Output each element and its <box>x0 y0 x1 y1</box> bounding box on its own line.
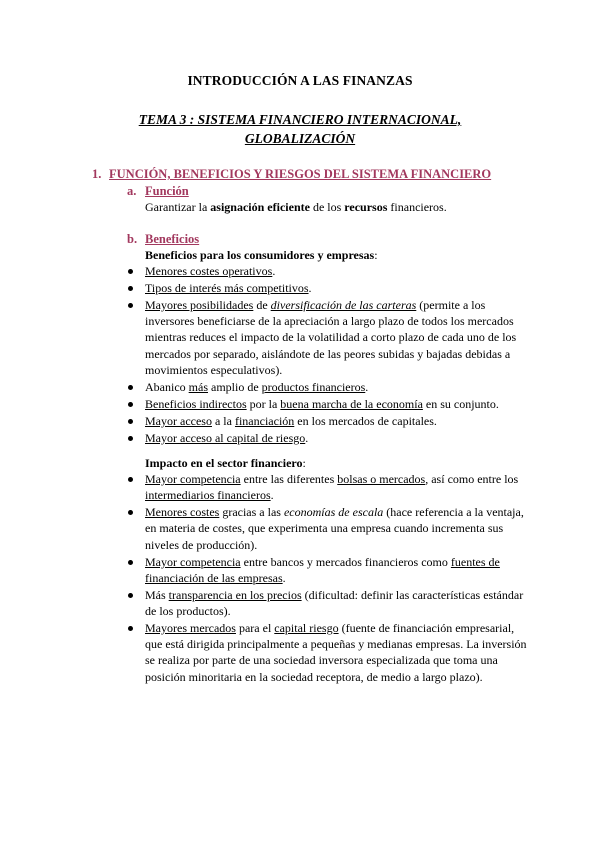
text-run: . <box>270 488 274 503</box>
text-run-bold: recursos <box>344 200 388 214</box>
section-1-number: 1. <box>92 167 102 181</box>
text-run: amplio de <box>208 379 262 394</box>
text-run: : <box>374 248 378 262</box>
text-run-underlined: buena marcha de la economía <box>280 396 423 411</box>
text-run-underlined: más <box>188 379 208 394</box>
bullet-icon <box>128 286 133 291</box>
tema-line-2: GLOBALIZACIÓN <box>244 131 356 146</box>
beneficios-letter: b. <box>127 232 138 246</box>
beneficios-title: Beneficios <box>145 232 200 246</box>
bullet-icon <box>128 477 133 482</box>
bullet-icon <box>128 593 133 598</box>
list-item <box>127 430 527 446</box>
text-run-underlined: Beneficios indirectos <box>145 396 247 411</box>
text-run: a la <box>211 413 235 428</box>
text-run-underlined: bolsas o mercados <box>337 472 426 486</box>
text-run: : <box>302 456 306 470</box>
text-run: por la <box>246 396 281 411</box>
document-title: INTRODUCCIÓN A LAS FINANZAS <box>187 73 413 88</box>
list-item <box>127 379 527 395</box>
sector-impact-list <box>127 471 527 686</box>
bullet-icon <box>128 385 133 390</box>
text-run: Más <box>145 587 169 602</box>
sector-subheading <box>145 455 540 471</box>
text-run-underlined: productos financieros <box>261 379 366 394</box>
text-run-bold: Beneficios para los consumidores y empresas <box>145 248 375 262</box>
bullet-icon <box>128 560 133 565</box>
text-run: . <box>282 570 286 585</box>
bullet-icon <box>128 303 133 308</box>
text-run: en los mercados de capitales. <box>294 413 437 428</box>
list-item <box>127 587 527 619</box>
text-run-underlined: fuentes de financiación de las empresas <box>145 554 500 585</box>
text-run: financieros. <box>387 200 447 214</box>
text-run-underlined: financiación <box>234 413 295 428</box>
funcion-letter: a. <box>127 184 137 198</box>
text-run-underlined: Tipos de interés más competitivos <box>145 281 309 295</box>
list-item <box>127 280 527 296</box>
bullet-icon <box>128 419 133 424</box>
text-run: , así como entre los <box>425 472 519 486</box>
list-item <box>127 413 527 429</box>
text-run-underlined: intermediarios financieros <box>145 488 271 503</box>
funcion-title: Función <box>145 184 189 198</box>
list-item <box>127 396 527 412</box>
text-run-italic-underlined: diversificación de las carteras <box>270 298 417 312</box>
text-run: de los <box>309 200 345 214</box>
text-run: . <box>308 281 312 295</box>
bullet-icon <box>128 402 133 407</box>
consumer-benefits-list <box>127 263 527 447</box>
list-item <box>127 554 527 586</box>
text-run-bold: Impacto en el sector financiero <box>145 456 303 470</box>
text-run-underlined: Mayores posibilidades <box>145 298 254 312</box>
text-run: entre las diferentes <box>240 472 338 486</box>
text-run: en su conjunto. <box>422 396 499 411</box>
list-item <box>127 471 527 503</box>
text-run-underlined: Menores costes <box>145 505 220 520</box>
text-run-underlined: transparencia en los precios <box>168 587 302 602</box>
text-run: (hace referencia a la ventaja, en materia de costes, que experimenta una empresa cuando incrementa sus niveles de producción). <box>145 505 524 552</box>
text-run: para el <box>235 621 275 636</box>
text-run: . <box>305 430 309 445</box>
text-run-underlined: Mayores mercados <box>145 621 236 636</box>
text-run: . <box>365 379 369 394</box>
text-run-underlined: Mayor competencia <box>145 554 241 569</box>
text-run: (permite a los inversores beneficiarse de la apreciación a largo plazo de todos los mercados mientras reduces el impacto de la volatilidad a corto plazo de cada uno de los mercados por separado, aislándote de las peores subidas y bajadas debidas a movimientos especulativos). <box>145 298 517 377</box>
bullet-icon <box>128 510 133 515</box>
text-run: (fuente de financiación empresarial, que está dirigida principalmente a pequeñas y medianas empresas. La inversión se realiza por parte de una sociedad inversora especializada que toma una posición minoritaria en la sociedad receptora, de medio a largo plazo). <box>145 621 527 684</box>
text-run-italic: economías de escala <box>283 505 384 520</box>
list-item <box>127 297 527 378</box>
bullet-icon <box>128 626 133 631</box>
text-run: de <box>253 298 271 312</box>
section-1-title: FUNCIÓN, BENEFICIOS Y RIESGOS DEL SISTEMA FINANCIERO <box>109 167 492 181</box>
funcion-text <box>145 199 540 215</box>
text-run-bold: asignación eficiente <box>210 200 310 214</box>
list-item <box>127 504 527 553</box>
text-run: Abanico <box>145 379 189 394</box>
tema-line-1: TEMA 3 : SISTEMA FINANCIERO INTERNACIONAL, <box>138 112 462 127</box>
text-run: . <box>272 264 276 278</box>
text-run-underlined: Mayor acceso <box>145 413 212 428</box>
list-item <box>127 263 527 279</box>
list-item <box>127 620 527 685</box>
text-run-underlined: capital riesgo <box>274 621 339 636</box>
bullet-icon <box>128 269 133 274</box>
bullet-icon <box>128 436 133 441</box>
consumers-subheading <box>145 247 540 263</box>
text-run: Garantizar la <box>145 200 211 214</box>
tema-heading <box>60 110 540 148</box>
text-run: gracias a las <box>219 505 284 520</box>
text-run: entre bancos y mercados financieros como <box>240 554 451 569</box>
text-run: (dificultad: definir las características estándar de los productos). <box>145 587 524 619</box>
text-run-underlined: Mayor competencia <box>145 472 241 486</box>
text-run-underlined: Menores costes operativos <box>145 264 273 278</box>
text-run-underlined: Mayor acceso al capital de riesgo <box>145 430 306 445</box>
